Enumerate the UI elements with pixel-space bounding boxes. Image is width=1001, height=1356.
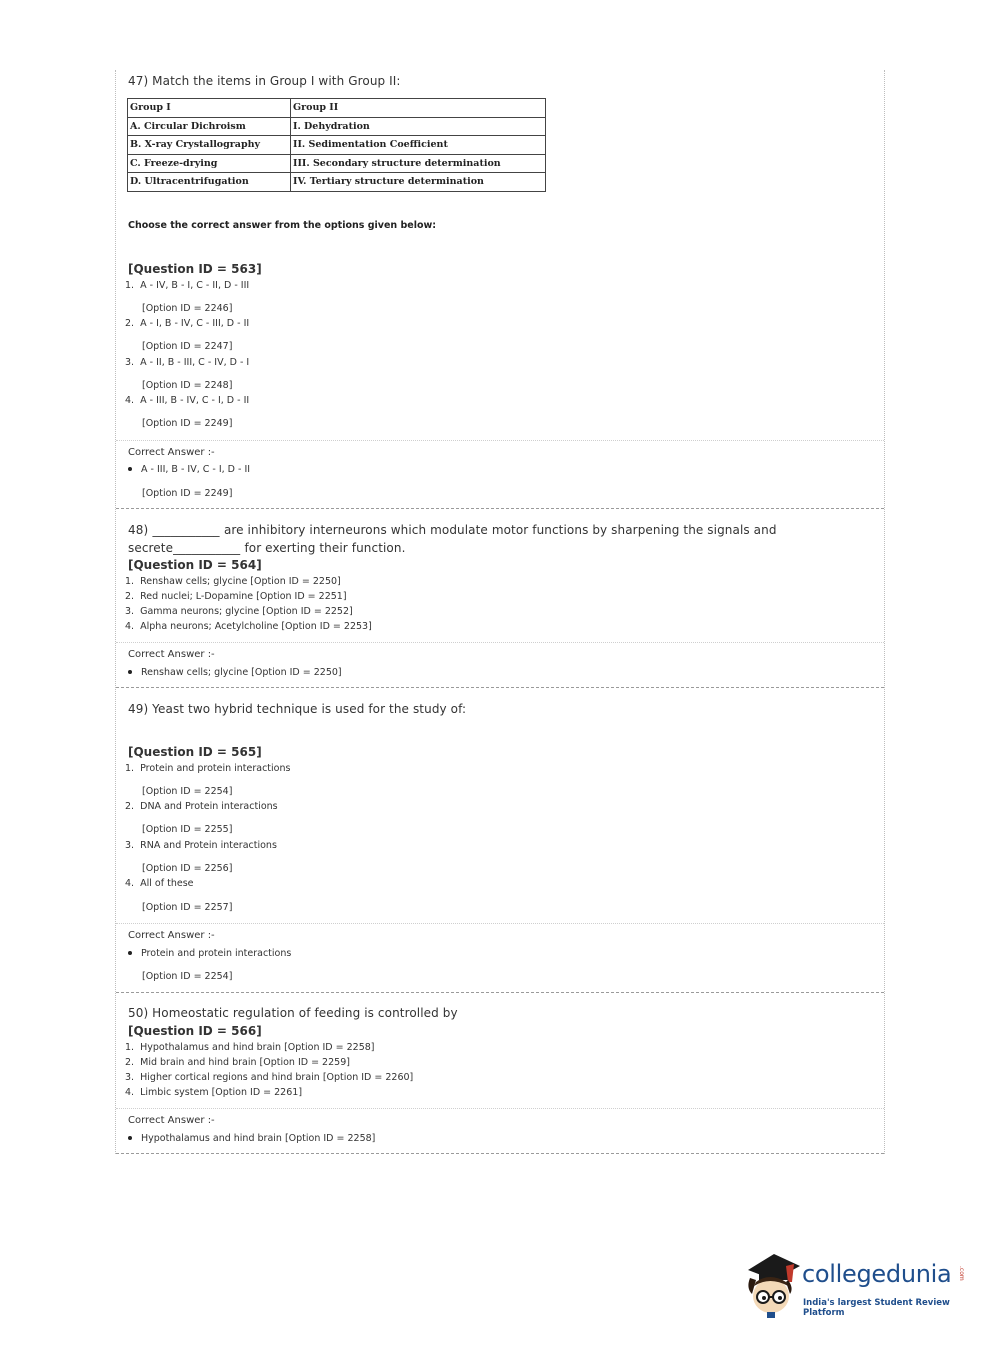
option-3[interactable]: 3. Gamma neurons; glycine [Option ID = 2252] [125,606,353,617]
table-cell: Group I [128,99,291,118]
divider [116,642,884,643]
table-row [128,173,546,192]
option-3[interactable]: 3. RNA and Protein interactions [125,840,277,851]
option-id: [Option ID = 2247] [142,341,233,352]
option-1[interactable]: 1. Renshaw cells; glycine [Option ID = 2250] [125,576,341,587]
option-id: [Option ID = 2246] [142,303,233,314]
option-id: [Option ID = 2254] [142,786,233,797]
logo-suffix: .com [958,1266,965,1281]
table-cell: IV. Tertiary structure determination [291,173,546,192]
question-separator [116,687,884,688]
question-id: [Question ID = 565] [128,745,262,759]
table-cell: A. Circular Dichroism [128,117,291,136]
divider [116,1108,884,1109]
table-row [128,136,546,155]
option-1[interactable]: 1. A - IV, B - I, C - II, D - III [125,280,250,291]
table-row [128,117,546,136]
q48-line1: 48) ___________ are inhibitory interneurons which modulate motor functions by sharpening the signals and [128,523,777,537]
option-2[interactable]: 2. A - I, B - IV, C - III, D - II [125,318,250,329]
question-id: [Question ID = 563] [128,262,262,276]
option-3[interactable]: 3. A - II, B - III, C - IV, D - I [125,357,250,368]
table-cell: III. Secondary structure determination [291,154,546,173]
question-separator [116,508,884,509]
option-1[interactable]: 1. Hypothalamus and hind brain [Option ID = 2258] [125,1042,375,1053]
option-4[interactable]: 4. Alpha neurons; Acetylcholine [Option ID = 2253] [125,621,372,632]
correct-answer: Hypothalamus and hind brain [Option ID = 2258] [128,1133,375,1144]
logo-tagline: India's largest Student Review Platform [803,1298,950,1318]
collegedunia-logo[interactable] [742,1248,972,1320]
correct-answer: A - III, B - IV, C - I, D - II [128,464,250,475]
table-cell: D. Ultracentrifugation [128,173,291,192]
bullet-icon [128,1136,132,1140]
q49-title: 49) Yeast two hybrid technique is used for the study of: [128,702,467,716]
table-cell: C. Freeze-drying [128,154,291,173]
mascot-icon [742,1248,802,1320]
bullet-icon [128,951,132,955]
option-3[interactable]: 3. Higher cortical regions and hind brain [Option ID = 2260] [125,1072,414,1083]
table-cell: I. Dehydration [291,117,546,136]
table-cell: II. Sedimentation Coefficient [291,136,546,155]
question-id: [Question ID = 566] [128,1024,262,1038]
option-id: [Option ID = 2254] [142,971,233,982]
table-row [128,154,546,173]
correct-answer-label: Correct Answer :- [128,1115,215,1126]
option-id: [Option ID = 2255] [142,824,233,835]
option-2[interactable]: 2. DNA and Protein interactions [125,801,278,812]
option-id: [Option ID = 2257] [142,902,233,913]
question-id: [Question ID = 564] [128,558,262,572]
bullet-icon [128,670,132,674]
option-4[interactable]: 4. All of these [125,878,194,889]
option-4[interactable]: 4. A - III, B - IV, C - I, D - II [125,395,250,406]
option-2[interactable]: 2. Mid brain and hind brain [Option ID = 2259] [125,1057,350,1068]
choose-instruction: Choose the correct answer from the options given below: [128,220,437,231]
option-2[interactable]: 2. Red nuclei; L-Dopamine [Option ID = 2251] [125,591,347,602]
correct-answer-label: Correct Answer :- [128,447,215,458]
question-separator [116,992,884,993]
q50-title: 50) Homeostatic regulation of feeding is controlled by [128,1006,458,1020]
divider [116,923,884,924]
correct-answer-label: Correct Answer :- [128,930,215,941]
correct-answer: Protein and protein interactions [128,948,291,959]
table-cell: Group II [291,99,546,118]
table-row [128,99,546,118]
q47-title: 47) Match the items in Group I with Group II: [128,74,401,88]
table-cell: B. X-ray Crystallography [128,136,291,155]
option-id: [Option ID = 2249] [142,488,233,499]
divider [116,440,884,441]
option-id: [Option ID = 2249] [142,418,233,429]
correct-answer: Renshaw cells; glycine [Option ID = 2250] [128,667,342,678]
option-id: [Option ID = 2248] [142,380,233,391]
question-separator [116,1153,884,1154]
option-1[interactable]: 1. Protein and protein interactions [125,763,291,774]
correct-answer-label: Correct Answer :- [128,649,215,660]
q48-line2: secrete___________ for exerting their function. [128,541,406,555]
option-4[interactable]: 4. Limbic system [Option ID = 2261] [125,1087,303,1098]
bullet-icon [128,467,132,471]
option-id: [Option ID = 2256] [142,863,233,874]
logo-wordmark: collegedunia [802,1260,952,1288]
match-table [127,98,546,192]
